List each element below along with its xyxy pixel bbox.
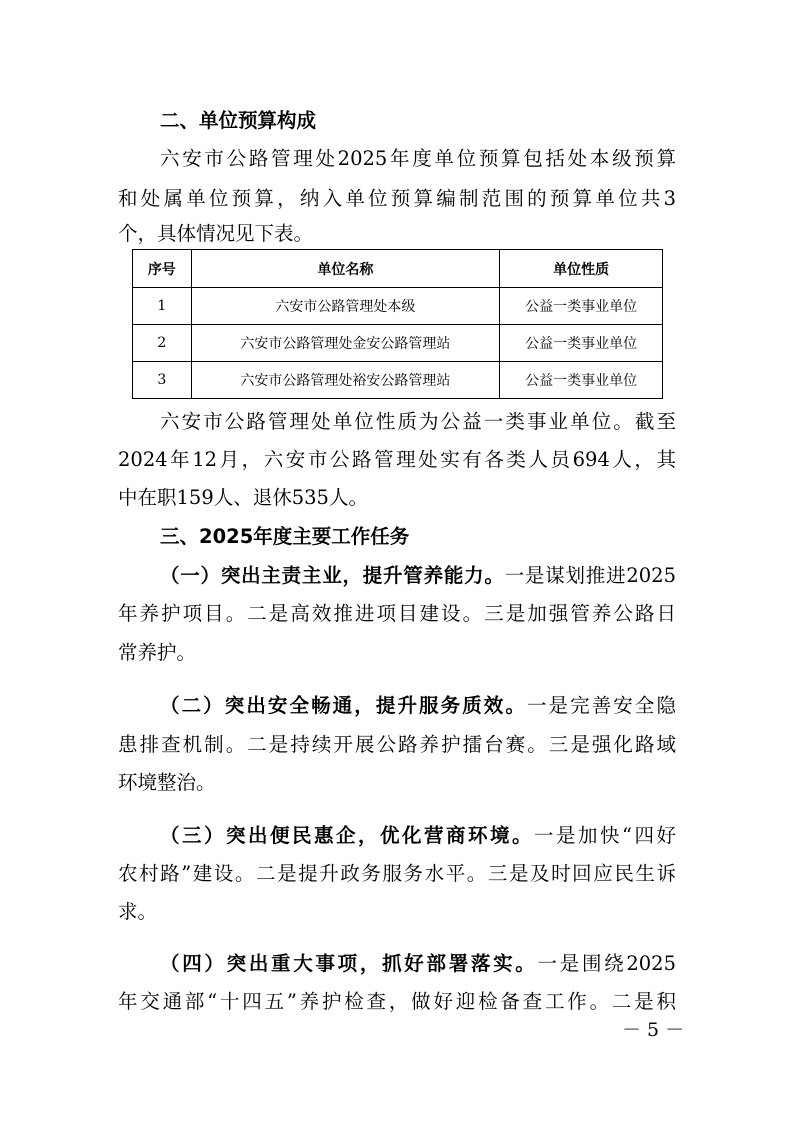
paragraph-line: 常养护。: [118, 641, 197, 664]
task-title: （二）突出安全畅通，提升服务质效。: [160, 694, 527, 717]
task-item-first-line: [160, 952, 676, 976]
paragraph-line: 中在职159人、退休535人。: [118, 486, 368, 509]
paragraph-line: 六安市公路管理处单位性质为公益一类事业单位。截至: [160, 410, 676, 433]
task-title: （三）突出便民惠企，优化营商环境。: [160, 824, 535, 847]
task-item-first-line: [160, 564, 676, 588]
task-text: 一是加快“四好: [534, 824, 676, 847]
task-title: （一）突出主责主业，提升管养能力。: [160, 564, 505, 587]
cell-index: 3: [133, 362, 192, 399]
cell-unit-name: 六安市公路管理处裕安公路管理站: [191, 362, 500, 399]
table-row: [133, 362, 663, 399]
paragraph-line: 年养护项目。二是高效推进项目建设。三是加强管养公路日: [118, 602, 676, 625]
cell-index: 1: [133, 288, 192, 325]
cell-unit-nature: 公益一类事业单位: [500, 362, 663, 399]
table-row: [133, 325, 663, 362]
paragraph-line: 农村路”建设。二是提升政务服务水平。三是及时回应民生诉: [118, 862, 676, 885]
header-unit-name: 单位名称: [191, 250, 500, 288]
paragraph-line: 求。: [118, 900, 158, 923]
paragraph-line: 环境整治。: [118, 771, 216, 794]
paragraph-line: 年交通部“十四五”养护检查，做好迎检备查工作。二是积: [118, 990, 676, 1013]
paragraph-line: 患排查机制。二是持续开展公路养护擂台赛。三是强化路域: [118, 733, 676, 756]
task-title: （四）突出重大事项，抓好部署落实。: [160, 952, 538, 975]
paragraph-line: 和处属单位预算，纳入单位预算编制范围的预算单位共3: [118, 187, 676, 210]
task-text: 一是完善安全隐: [526, 694, 676, 717]
cell-unit-nature: 公益一类事业单位: [500, 288, 663, 325]
paragraph-line: 2024年12月，六安市公路管理处实有各类人员694人，其: [118, 448, 676, 471]
page-number: － 5 －: [622, 1019, 685, 1041]
cell-unit-nature: 公益一类事业单位: [500, 325, 663, 362]
cell-index: 2: [133, 325, 192, 362]
task-text: 一是围绕2025: [537, 952, 676, 975]
task-item-first-line: [160, 824, 676, 848]
task-item-first-line: [160, 694, 676, 718]
table-header-row: [133, 250, 663, 288]
header-index: 序号: [133, 250, 192, 288]
paragraph-line: 六安市公路管理处2025年度单位预算包括处本级预算: [160, 147, 676, 170]
task-text: 一是谋划推进2025: [504, 564, 676, 587]
cell-unit-name: 六安市公路管理处金安公路管理站: [191, 325, 500, 362]
section-heading-main-tasks: 三、2025年度主要工作任务: [160, 525, 410, 548]
paragraph-line: 个，具体情况见下表。: [118, 222, 314, 245]
table-row: [133, 288, 663, 325]
section-heading-budget-composition: 二、单位预算构成: [160, 109, 317, 132]
budget-units-table: [132, 249, 663, 399]
header-unit-nature: 单位性质: [500, 250, 663, 288]
cell-unit-name: 六安市公路管理处本级: [191, 288, 500, 325]
